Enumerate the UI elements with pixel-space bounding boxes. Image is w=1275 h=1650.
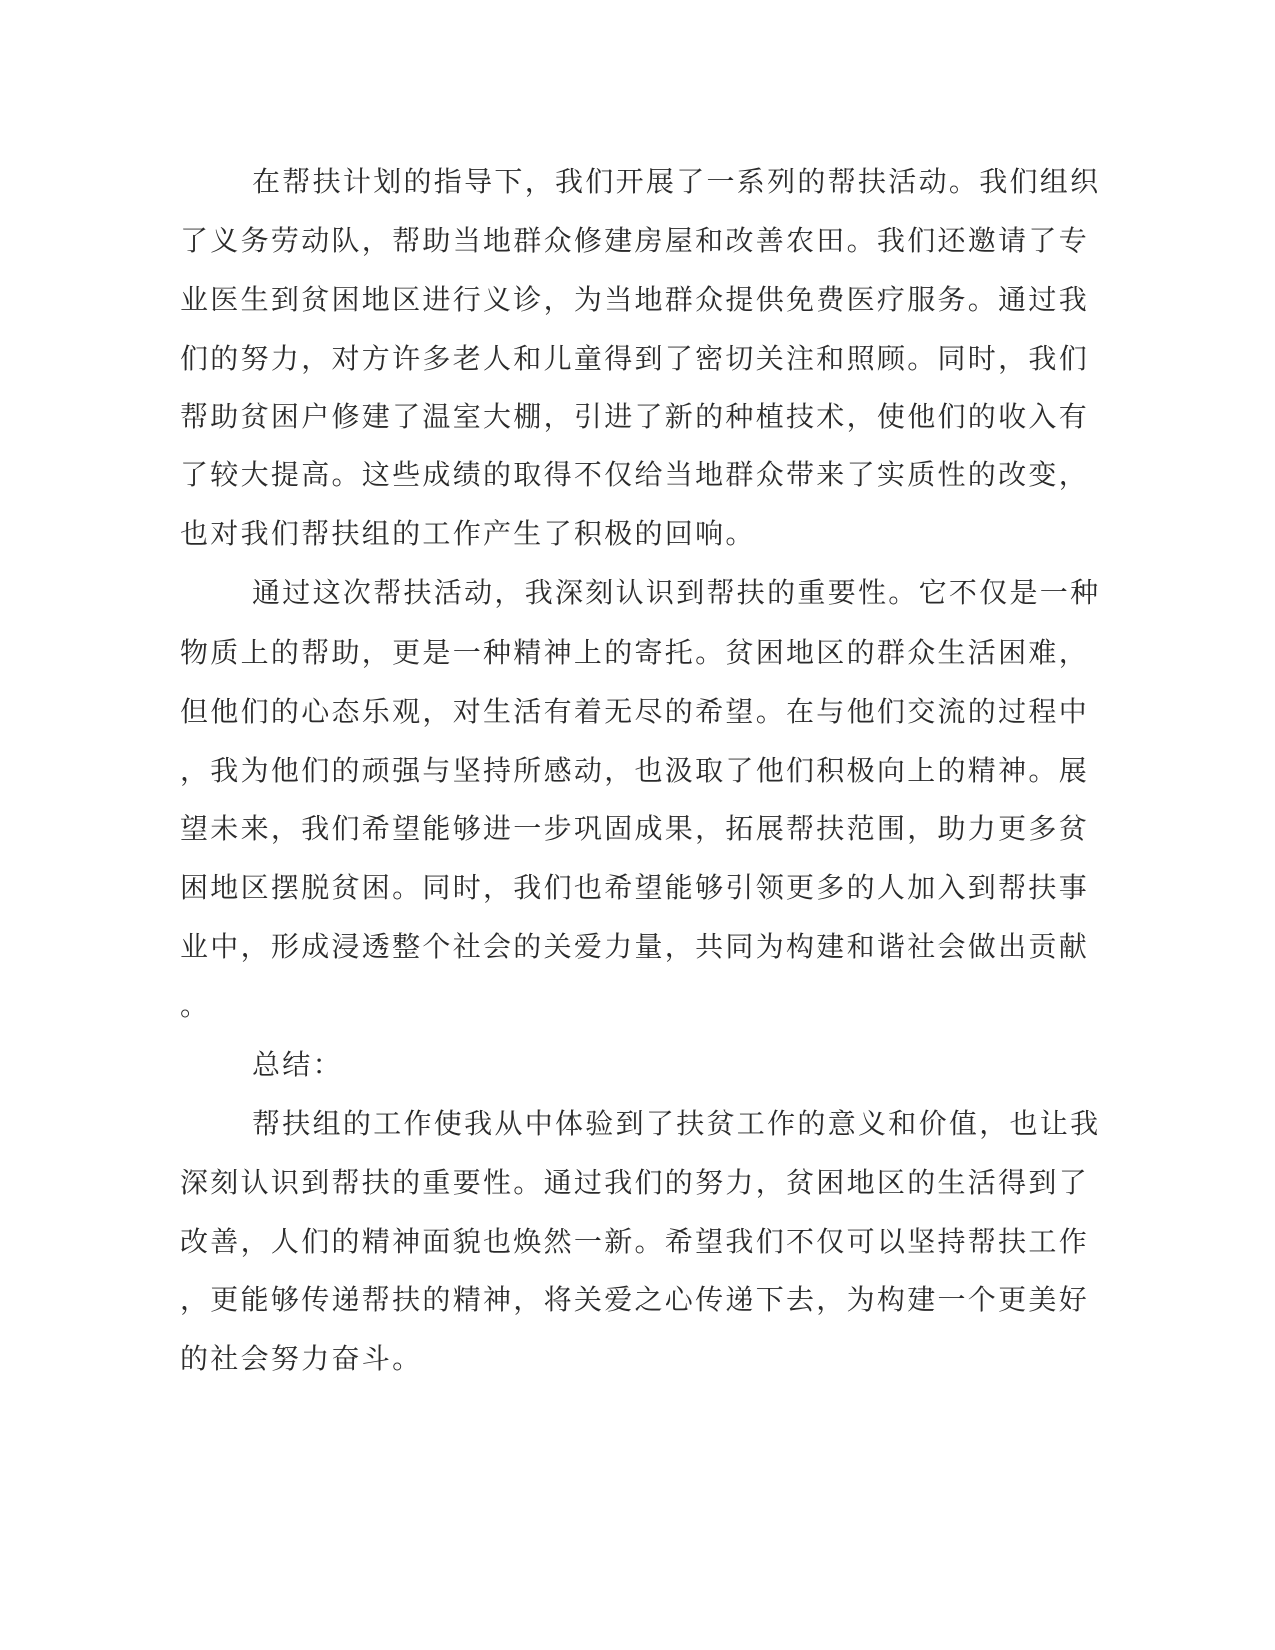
paragraph-2-line-8: 。: [180, 989, 211, 1022]
paragraph-3-line-1: 帮扶组的工作使我从中体验到了扶贫工作的意义和价值，也让我: [252, 1107, 1101, 1140]
paragraph-3-line-2: 深刻认识到帮扶的重要性。通过我们的努力，贫困地区的生活得到了: [180, 1166, 1090, 1199]
paragraph-2-line-3: 但他们的心态乐观，对生活有着无尽的希望。在与他们交流的过程中: [180, 695, 1090, 728]
paragraph-1-line-4: 们的努力，对方许多老人和儿童得到了密切关注和照顾。同时，我们: [180, 342, 1090, 375]
paragraph-2-line-4: ，我为他们的顽强与坚持所感动，也汲取了他们积极向上的精神。展: [180, 754, 1090, 787]
paragraph-1-line-3: 业医生到贫困地区进行义诊，为当地群众提供免费医疗服务。通过我: [180, 283, 1090, 316]
paragraph-1-line-6: 了较大提高。这些成绩的取得不仅给当地群众带来了实质性的改变，: [180, 458, 1090, 491]
paragraph-2-line-2: 物质上的帮助，更是一种精神上的寄托。贫困地区的群众生活困难，: [180, 636, 1090, 669]
summary-heading: 总结：: [252, 1048, 343, 1081]
paragraph-2-line-6: 困地区摆脱贫困。同时，我们也希望能够引领更多的人加入到帮扶事: [180, 871, 1090, 904]
paragraph-2-line-5: 望未来，我们希望能够进一步巩固成果，拓展帮扶范围，助力更多贫: [180, 812, 1090, 845]
paragraph-1-line-1: 在帮扶计划的指导下，我们开展了一系列的帮扶活动。我们组织: [252, 165, 1101, 198]
paragraph-1-line-5: 帮助贫困户修建了温室大棚，引进了新的种植技术，使他们的收入有: [180, 400, 1090, 433]
paragraph-3-line-5: 的社会努力奋斗。: [180, 1342, 423, 1375]
paragraph-3-line-3: 改善，人们的精神面貌也焕然一新。希望我们不仅可以坚持帮扶工作: [180, 1225, 1090, 1258]
paragraph-1-line-2: 了义务劳动队，帮助当地群众修建房屋和改善农田。我们还邀请了专: [180, 224, 1090, 257]
paragraph-3-line-4: ，更能够传递帮扶的精神，将关爱之心传递下去，为构建一个更美好: [180, 1283, 1090, 1316]
paragraph-1-line-7: 也对我们帮扶组的工作产生了积极的回响。: [180, 517, 756, 550]
paragraph-2-line-7: 业中，形成浸透整个社会的关爱力量，共同为构建和谐社会做出贡献: [180, 930, 1090, 963]
paragraph-2-line-1: 通过这次帮扶活动，我深刻认识到帮扶的重要性。它不仅是一种: [252, 576, 1101, 609]
